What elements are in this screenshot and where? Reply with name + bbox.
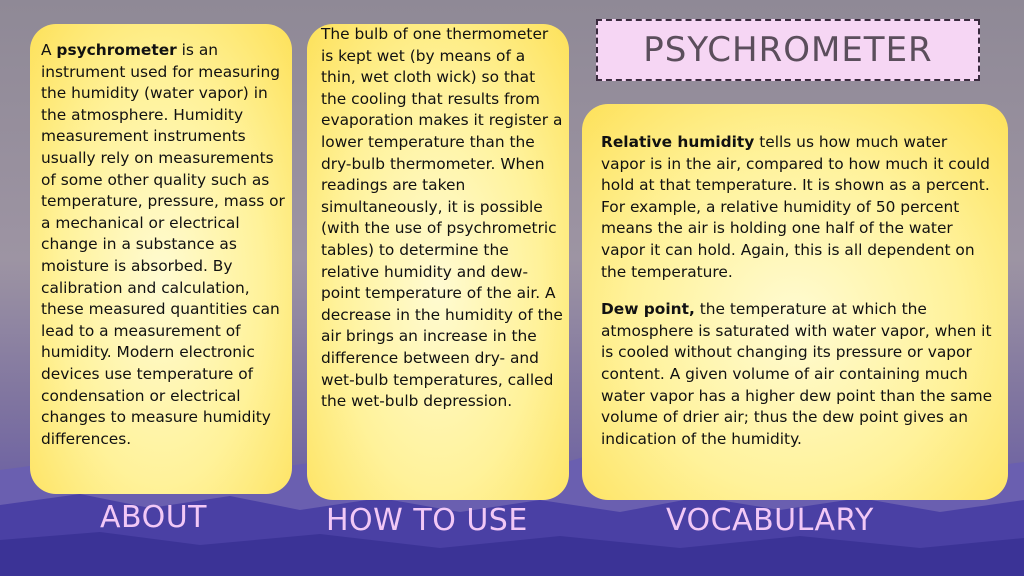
dew-point-definition (601, 299, 994, 450)
relative-humidity-text: tells us how much water vapor is in the air, compared to how much it could hold at that temperature. It is shown as a percent. For example, a relative humidity of 50 percent means the air is holding one half of the water vapor it can hold. Again, this is all dependent on the temperature. (601, 133, 990, 281)
how-to-use-card (307, 24, 569, 500)
about-card (30, 24, 292, 494)
vocabulary-card (582, 104, 1008, 500)
dew-point-term: Dew point, (601, 300, 695, 319)
about-text: is an instrument used for measuring the humidity (water vapor) in the atmosphere. Humidity measurement instruments usually rely on measurements of some other quality such as temperature, pressure, mass or a mechanical or electrical change in a substance as moisture is absorbed. By calibration and calculation, these measured quantities can lead to a measurement of humidity. Modern electronic devices use temperature of condensation or electrical changes to measure humidity differences. (41, 41, 285, 448)
about-term: psychrometer (56, 41, 177, 59)
relative-humidity-term: Relative humidity (601, 133, 755, 151)
how-to-use-label: HOW TO USE (326, 503, 528, 538)
relative-humidity-definition (601, 132, 994, 283)
about-text-start: A (41, 41, 57, 59)
vocabulary-label: VOCABULARY (666, 503, 874, 538)
page-title: PSYCHROMETER (596, 19, 980, 81)
about-label: ABOUT (100, 500, 207, 535)
dew-point-text: the temperature at which the atmosphere is saturated with water vapor, when it is cooled without changing its pressure or vapor content. A given volume of air containing much water vapor has a higher dew point than the same volume of drier air; thus the dew point gives an indication of the humidity. (601, 300, 993, 448)
how-to-use-text: The bulb of one thermometer is kept wet (by means of a thin, wet cloth wick) so that the cooling that results from evaporation makes it register a lower temperature than the dry-bulb thermometer. When readings are taken simultaneously, it is possible (with the use of psychrometric tables) to determine the relative humidity and dew-point temperature of the air. A decrease in the humidity of the air brings an increase in the difference between dry- and wet-bulb temperatures, called the wet-bulb depression. (321, 25, 563, 411)
